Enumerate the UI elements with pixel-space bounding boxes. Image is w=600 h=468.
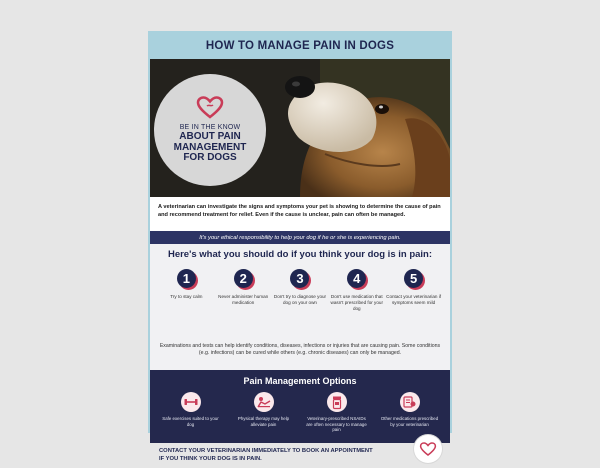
footer-line-1: CONTACT YOUR VETERINARIAN IMMEDIATELY TO BOOK AN APPOINTMENT — [159, 448, 373, 454]
step-item — [272, 269, 328, 312]
exam-note: Examinations and tests can help identify conditions, diseases, infections or injuries that are causing pain. Some conditions (e.g. infections) can be cured while others (e.g. chronic diseases) can only be managed. — [159, 343, 441, 356]
options-list — [150, 386, 450, 433]
info-badge — [154, 74, 266, 186]
hero-image — [150, 59, 450, 197]
step-number: 5 — [404, 269, 423, 288]
option-item — [160, 392, 222, 433]
medication-icon — [400, 392, 420, 412]
option-item — [379, 392, 441, 433]
step-text: Never administer human medication — [218, 294, 269, 305]
step-text: Try to stay calm — [170, 294, 203, 299]
badge-kicker: BE IN THE KNOW — [179, 124, 241, 132]
step-text: Don't use medication that wasn't prescribed for your dog — [330, 294, 383, 311]
badge-headline: ABOUT PAIN MANAGEMENT FOR DOGS — [173, 131, 247, 164]
heart-logo-icon — [197, 96, 223, 120]
physical-therapy-icon — [254, 392, 274, 412]
pill-bottle-icon — [327, 392, 347, 412]
options-title: Pain Management Options — [243, 376, 357, 386]
step-number: 4 — [347, 269, 366, 288]
step-item — [215, 269, 271, 312]
ethics-strip — [150, 231, 450, 244]
step-number: 2 — [234, 269, 253, 288]
step-item — [386, 269, 442, 312]
step-text: Don't try to diagnose your dog on your own — [273, 294, 327, 305]
poster — [148, 31, 452, 462]
ethics-strip-text: It's your ethical responsibility to help your dog if he or she is experiencing pain. — [199, 234, 401, 241]
options-section — [150, 370, 450, 443]
option-text: Physical therapy may help alleviate pain — [237, 416, 290, 427]
step-number: 1 — [177, 269, 196, 288]
step-number: 3 — [290, 269, 309, 288]
step-item — [158, 269, 214, 312]
poster-title-bar — [150, 33, 450, 59]
footer-line-2: IF YOU THINK YOUR DOG IS IN PAIN. — [159, 456, 262, 462]
dumbbell-icon — [181, 392, 201, 412]
option-text: Safe exercises suited to your dog — [162, 416, 219, 427]
steps-section — [150, 244, 450, 370]
steps-list — [150, 260, 450, 312]
poster-title: HOW TO MANAGE PAIN IN DOGS — [205, 40, 395, 52]
option-item — [233, 392, 295, 433]
heart-logo-icon — [420, 442, 436, 457]
step-item — [329, 269, 385, 312]
option-text: Veterinary-prescribed NSAIDs are often necessary to manage pain — [306, 416, 367, 433]
steps-heading: Here's what you should do if you think your dog is in pain: — [167, 249, 433, 260]
footer-heart-logo — [414, 435, 442, 463]
option-item — [306, 392, 368, 433]
intro-text: A veterinarian can investigate the signs and symptoms your pet is showing to determine the cause of pain and recommend treatment for relief. Even if the cause is unclear, pain can often be managed. — [158, 204, 441, 218]
step-text: Contact your veterinarian if symptoms seem mild — [386, 294, 442, 305]
footer-cta — [150, 443, 450, 468]
option-text: Other medications prescribed by your veterinarian — [380, 416, 439, 427]
